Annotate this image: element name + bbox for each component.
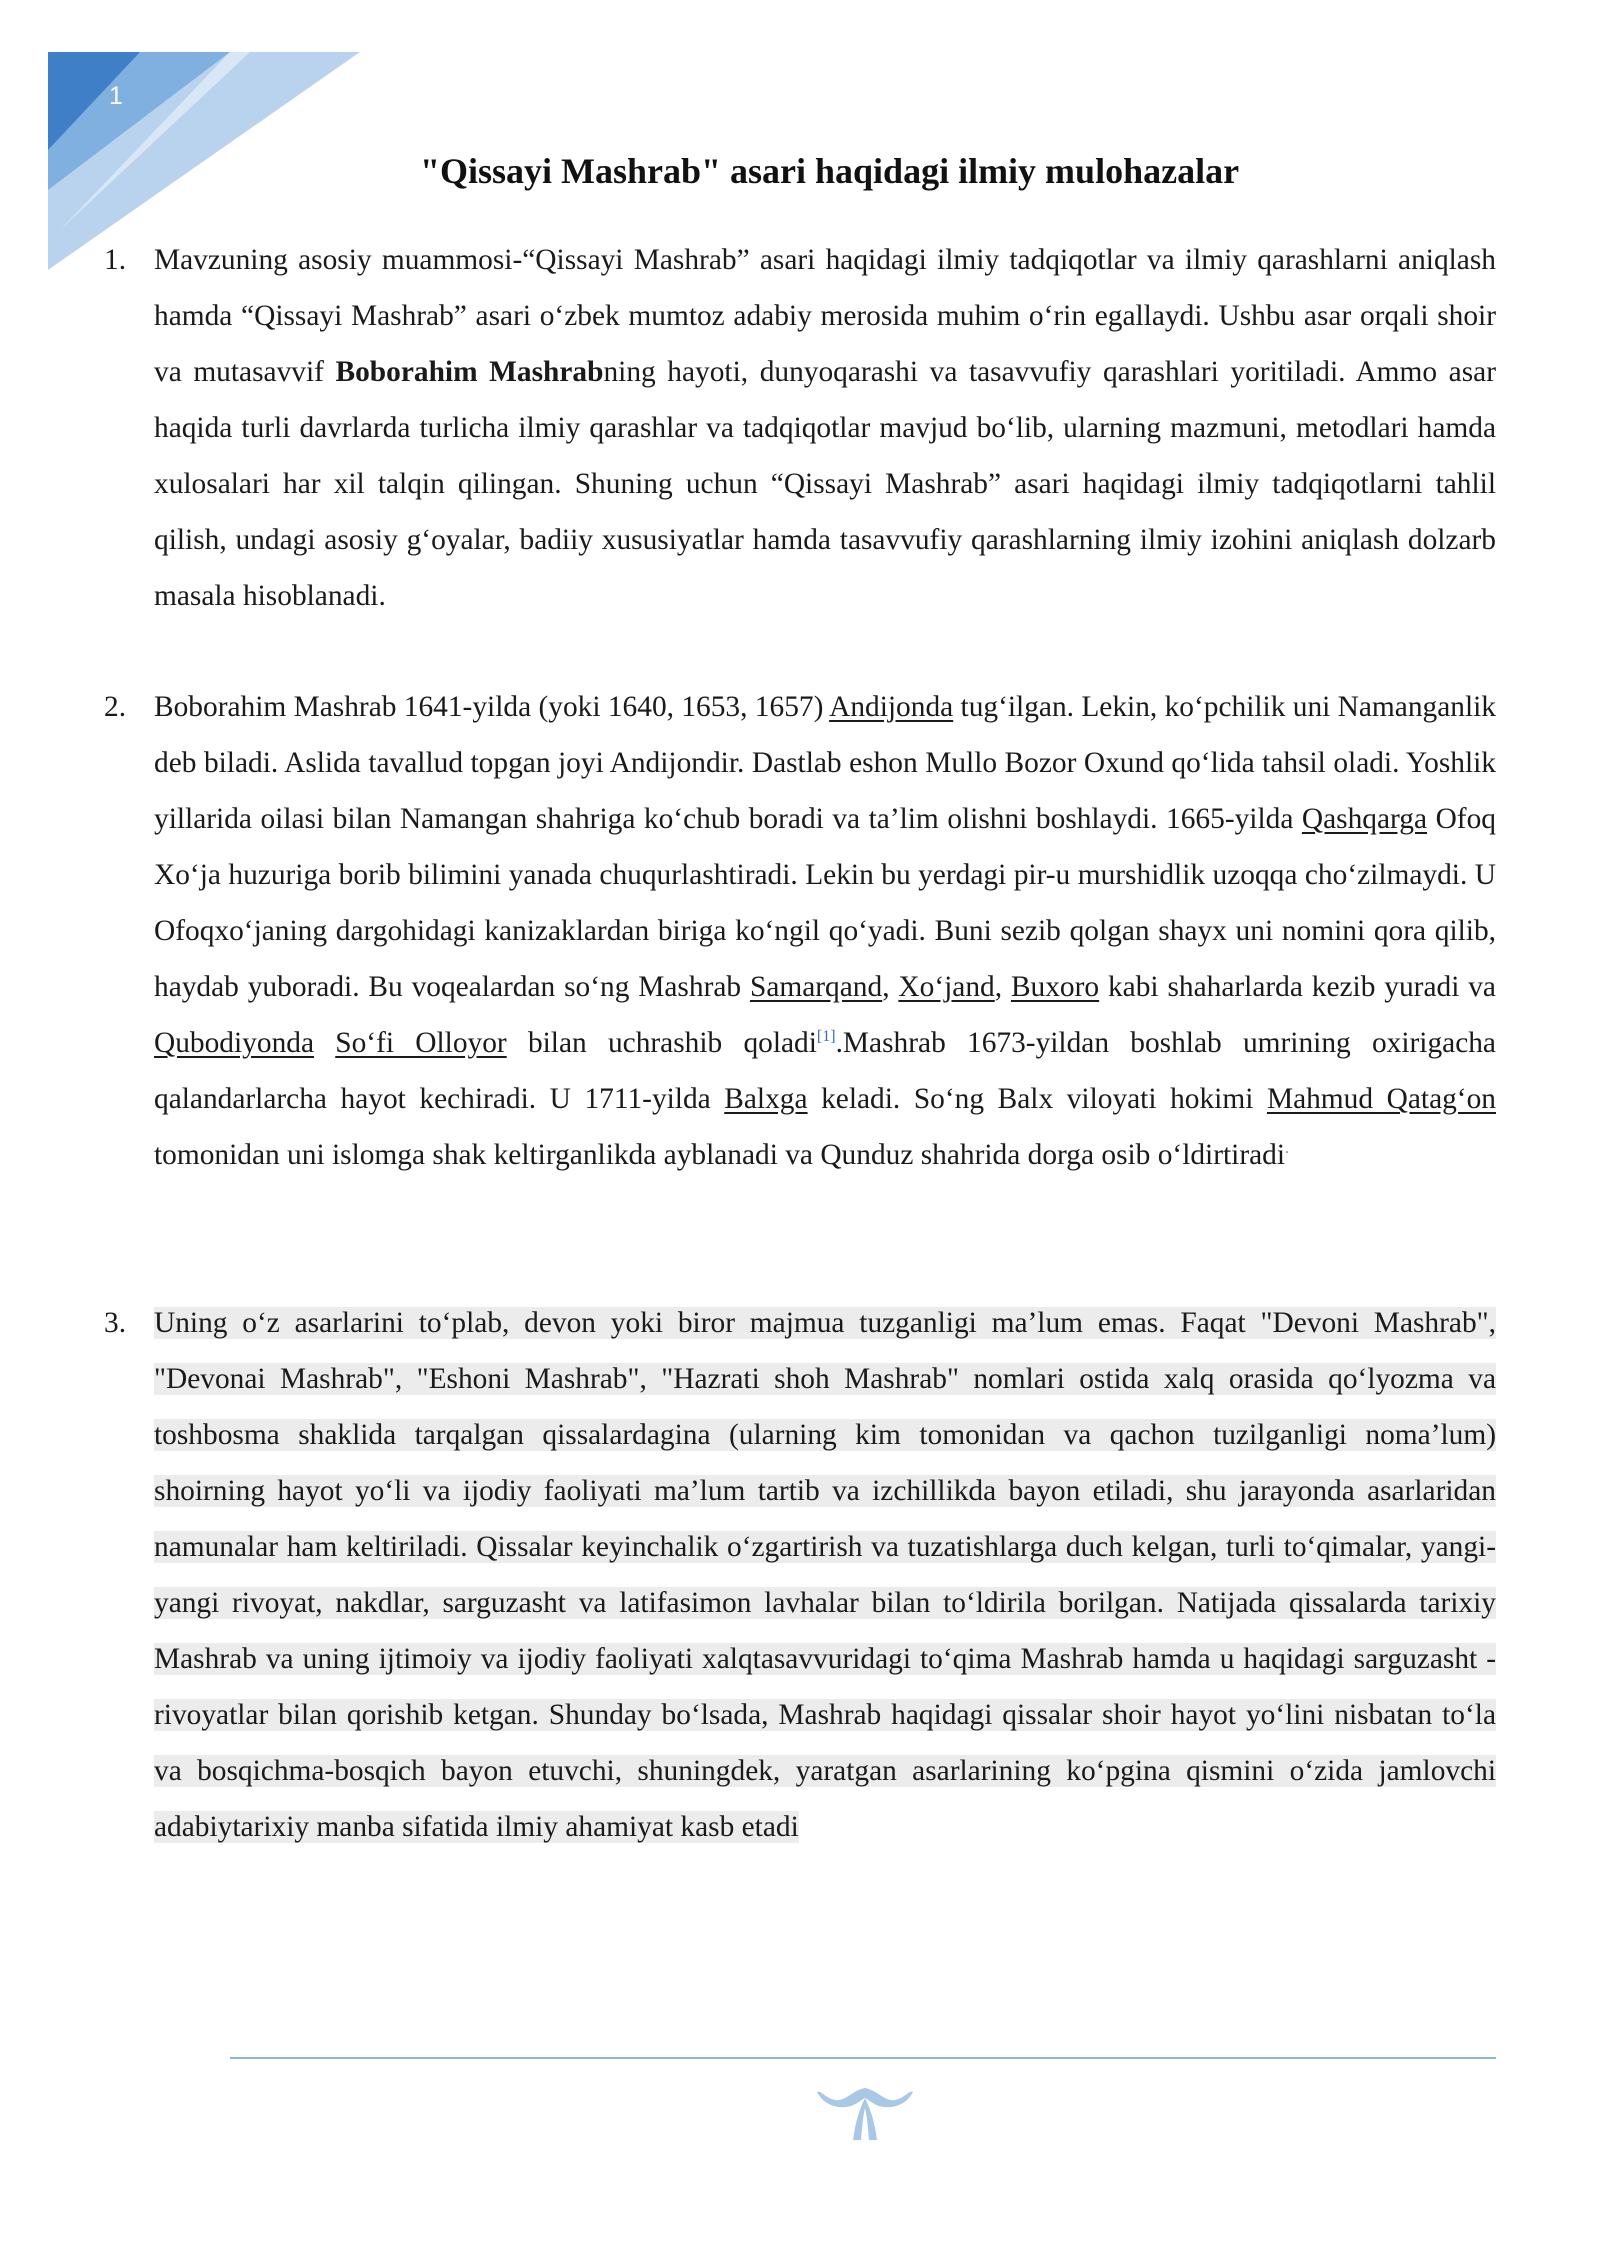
- text-run: ,: [882, 971, 899, 1003]
- text-run: tomonidan uni islomga shak keltirganlikda ayblanadi va Qunduz shahrida dorga osib o‘ldirtiradi: [154, 1139, 1286, 1171]
- link-samarqand[interactable]: Samarqand: [749, 971, 883, 1003]
- trailing-dot: .: [1285, 1140, 1290, 1158]
- link-qubodiyon[interactable]: Qubodiyonda: [154, 1027, 314, 1059]
- link-mahmud-qatagon[interactable]: Mahmud Qatag‘on: [1266, 1083, 1496, 1115]
- link-sofi-olloyor[interactable]: So‘fi Olloyor: [335, 1027, 507, 1059]
- text-run: tug‘ilgan. Lekin, ko‘pchilik uni Namanganlik deb biladi. Aslida tavallud topgan joyi Andijondir. Dastlab eshon Mullo Bozor Oxund qo‘lida tahsil oladi. Yoshlik yillarida oilasi bilan Namangan shahriga ko‘chub boradi va ta’lim olishni boshlaydi. 1665-yilda: [154, 691, 1496, 835]
- link-buxoro[interactable]: Buxoro: [1010, 971, 1100, 1003]
- link-qashqar[interactable]: Qashqarga: [1301, 803, 1428, 835]
- list-item: [104, 679, 1496, 1183]
- text-run: Mavzuning asosiy muammosi-“Qissayi Mashrab” asari haqidagi ilmiy tadqiqotlar va ilmiy qarashlarni aniqlash hamda “Qissayi Mashrab” asari o‘zbek mumtoz adabiy merosida muhim o‘rin egallaydi. Ushbu asar orqali shoir va mutasavvif: [154, 244, 1496, 388]
- list-item-number: 2.: [104, 691, 127, 723]
- list-item-number: 1.: [104, 244, 127, 276]
- text-run: Boborahim Mashrab 1641-yilda (yoki 1640, 1653, 1657): [154, 691, 830, 723]
- floral-ornament-icon: [815, 2080, 915, 2150]
- link-xojand[interactable]: Xo‘jand: [898, 971, 995, 1003]
- list-item: [104, 1295, 1496, 1855]
- text-run: Ofoq Xo‘ja huzuriga borib bilimini yanada chuqurlashtiradi. Lekin bu yerdagi pir-u murshidlik uzoqqa cho‘zilmaydi. U Ofoqxo‘janing dargohidagi kanizaklardan biriga ko‘ngil qo‘yadi. Buni sezib qolgan shayx uni nomini qora qilib, haydab yuboradi. Bu voqealardan so‘ng Mashrab: [154, 803, 1496, 1003]
- paragraph: [154, 1295, 1496, 1855]
- text-run: kabi shaharlarda kezib yuradi va: [1099, 971, 1496, 1003]
- text-run: keladi. So‘ng Balx viloyati hokimi: [807, 1083, 1267, 1115]
- text-run: bilan uchrashib qoladi: [506, 1027, 817, 1059]
- text-run: ,: [994, 971, 1011, 1003]
- page-number: 1: [109, 82, 123, 110]
- page-title: "Qissayi Mashrab" asari haqidagi ilmiy mulohazalar: [420, 151, 1240, 191]
- text-run: ning hayoti, dunyoqarashi va tasavvufiy qarashlari yoritiladi. Ammo asar haqida turli davrlarda turlicha ilmiy qarashlar va tadqiqotlar mavjud bo‘lib, ularning mazmuni, metodlari hamda xulosalari har xil talqin qilingan. Shuning uchun “Qissayi Mashrab” asari haqidagi ilmiy tadqiqotlarni tahlil qilish, undagi asosiy g‘oyalar, badiiy xususiyatlar hamda tasavvufiy qarashlarning ilmiy izohini aniqlash dolzarb masala hisoblanadi.: [154, 356, 1496, 612]
- footer-divider: [230, 2057, 1496, 2059]
- paragraph: [154, 679, 1496, 1183]
- paragraph: [154, 232, 1496, 624]
- link-balx[interactable]: Balxga: [724, 1083, 808, 1115]
- bold-name: Boborahim Mashrab: [335, 356, 604, 388]
- footnote-ref[interactable]: [1]: [816, 1028, 836, 1046]
- list-item-number: 3.: [104, 1307, 127, 1339]
- highlighted-text: Uning o‘z asarlarini to‘plab, devon yoki biror majmua tuzganligi ma’lum emas. Faqat "Devoni Mashrab", "Devonai Mashrab", "Eshoni Mashrab", "Hazrati shoh Mashrab" nomlari ostida xalq orasida qo‘lyozma va toshbosma shaklida tarqalgan qissalardagina (ularning kim tomonidan va qachon tuzilganligi noma’lum) shoirning hayot yo‘li va ijodiy faoliyati ma’lum tartib va izchillikda bayon etiladi, shu jarayonda asarlaridan namunalar ham keltiriladi. Qissalar keyinchalik o‘zgartirish va tuzatishlarga duch kelgan, turli to‘qimalar, yangi-yangi rivoyat, nakdlar, sarguzasht va latifasimon lavhalar bilan to‘ldirila borilgan. Natijada qissalarda tarixiy Mashrab va uning ijtimoiy va ijodiy faoliyati xalqtasavvuridagi to‘qima Mashrab hamda u haqidagi sarguzasht - rivoyatlar bilan qorishib ketgan. Shunday bo‘lsada, Mashrab haqidagi qissalar shoir hayot yo‘lini nisbatan to‘la va bosqichma-bosqich bayon etuvchi, shuningdek, yaratgan asarlarining ko‘pgina qismini o‘zida jamlovchi adabiytarixiy manba sifatida ilmiy ahamiyat kasb etadi: [154, 1307, 1496, 1843]
- text-run: .Mashrab 1673-yildan boshlab umrining oxirigacha qalandarlarcha hayot kechiradi. U 1711-yilda: [154, 1027, 1496, 1115]
- link-andijon[interactable]: Andijonda: [829, 691, 954, 723]
- text-run: [314, 1027, 335, 1059]
- list-item: [104, 232, 1496, 624]
